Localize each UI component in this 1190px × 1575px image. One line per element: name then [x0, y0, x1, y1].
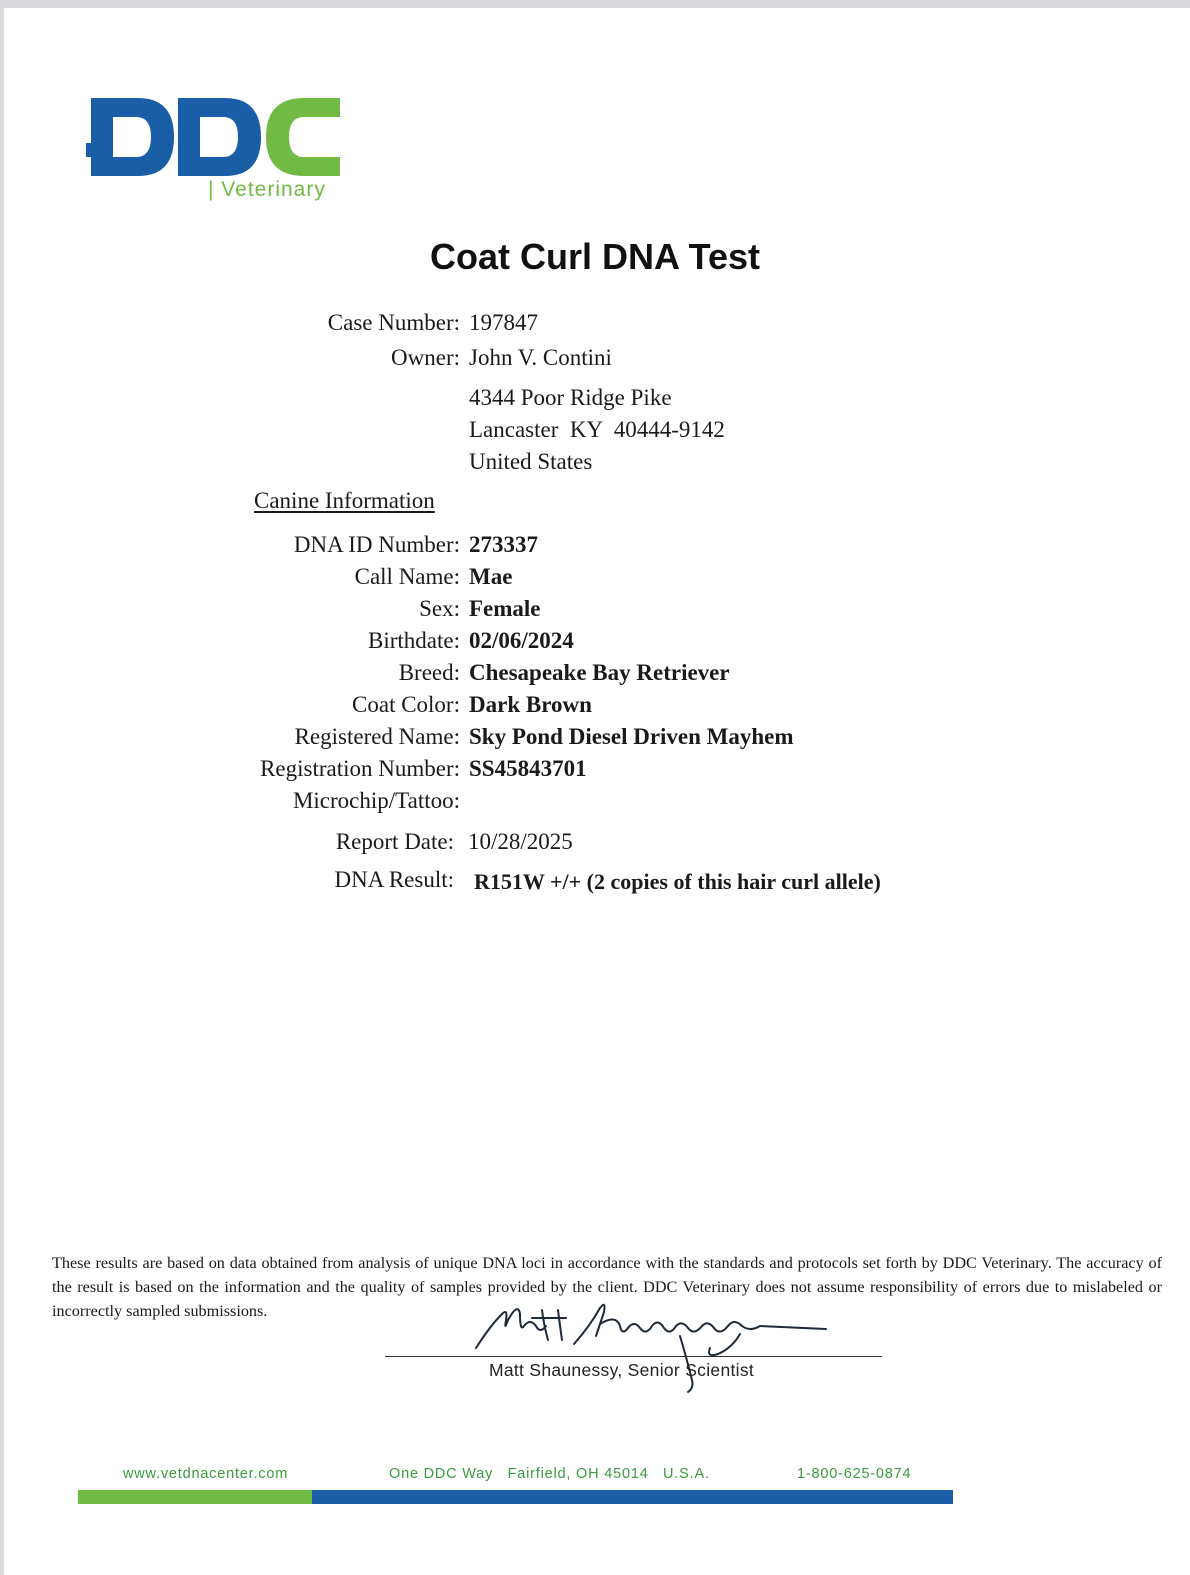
footer-bar-blue [312, 1490, 953, 1504]
report-date-value: 10/28/2025 [468, 829, 573, 854]
coat-color-label: Coat Color: [352, 692, 460, 717]
birthdate-label: Birthdate: [368, 628, 460, 653]
disclaimer-text: These results are based on data obtained from analysis of unique DNA loci in accordance with the standards and protocols set forth by DDC Veterinary. The accuracy of the result is based on the information and the quality of samples provided by the client. DDC Veterinary does not assume responsibility of errors due to mislabeled or incorrectly sampled submissions. [52, 1254, 1162, 1320]
breed-value: Chesapeake Bay Retriever [469, 660, 730, 685]
owner-address-line-1: 4344 Poor Ridge Pike [469, 385, 672, 410]
case-number-value: 197847 [469, 310, 538, 335]
signature-line [385, 1356, 882, 1357]
footer-address: One DDC Way Fairfield, OH 45014 U.S.A. [389, 1466, 710, 1482]
canine-information-heading: Canine Information [254, 488, 435, 513]
dna-id-value: 273337 [469, 532, 538, 557]
birthdate-value: 02/06/2024 [469, 628, 574, 653]
breed-label: Breed: [398, 660, 460, 685]
registration-number-label: Registration Number: [260, 756, 460, 781]
footer-phone: 1-800-625-0874 [797, 1466, 912, 1482]
call-name-label: Call Name: [354, 564, 460, 589]
registered-name-label: Registered Name: [294, 724, 460, 749]
owner-label: Owner: [391, 345, 460, 370]
dna-id-label: DNA ID Number: [293, 532, 460, 557]
sex-label: Sex: [419, 596, 460, 621]
coat-color-value: Dark Brown [469, 692, 592, 717]
sex-value: Female [469, 596, 541, 621]
signature [470, 1296, 840, 1396]
signature-caption: Matt Shaunessy, Senior Scientist [488, 1360, 755, 1380]
case-number-label: Case Number: [327, 310, 460, 335]
dna-result-label: DNA Result: [334, 867, 454, 892]
logo-subtitle: | Veterinary [208, 178, 326, 201]
owner-address-line-2: Lancaster KY 40444-9142 [469, 417, 725, 442]
registered-name-value: Sky Pond Diesel Driven Mayhem [469, 724, 794, 749]
dna-result-value: R151W +/+ (2 copies of this hair curl allele) [474, 869, 881, 894]
page-title: Coat Curl DNA Test [429, 236, 760, 277]
call-name-value: Mae [469, 564, 513, 589]
owner-name: John V. Contini [469, 345, 612, 370]
microchip-label: Microchip/Tattoo: [292, 788, 460, 813]
footer-bar-green [78, 1490, 312, 1504]
report-date-label: Report Date: [335, 829, 454, 854]
registration-number-value: SS45843701 [469, 756, 587, 781]
owner-country: United States [469, 449, 593, 474]
footer-website: www.vetdnacenter.com [123, 1466, 289, 1482]
